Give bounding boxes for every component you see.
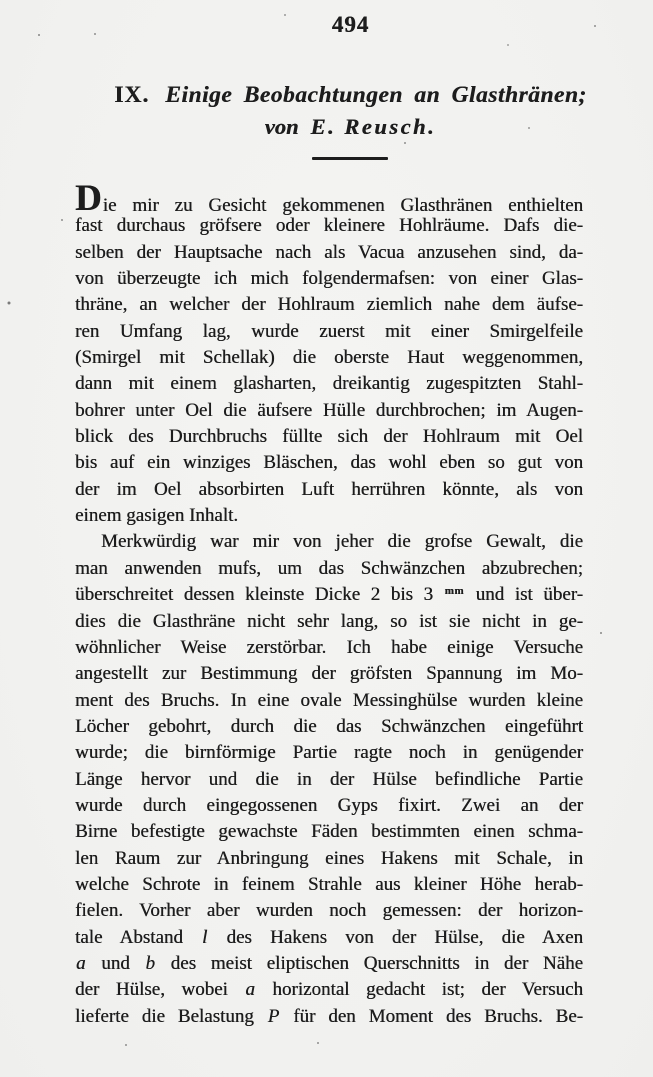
scan-speckles [0, 0, 2, 2]
article-number: IX. [114, 82, 150, 108]
text-line: ren Umfang lag, wurde zuerst mit einer Smirgelfeile [75, 320, 583, 342]
text-line: ment des Bruchs. In eine ovale Messinghülse wurden kleine [75, 689, 583, 711]
byline [24, 112, 653, 142]
text-line: fast durchaus gröfsere oder kleinere Hohlräume. Dafs die- [75, 215, 583, 237]
article-title-text: Einige Beobachtungen an Glasthränen; [165, 82, 587, 108]
text-line: dann mit einem glasharten, dreikantig zugespitzten Stahl- [75, 373, 583, 395]
math-variable: l [202, 926, 208, 948]
text-line: (Smirgel mit Schellak) die oberste Haut weggenommen, [75, 347, 583, 369]
text-line: einem gasigen Inhalt. [75, 505, 239, 527]
text-line: tale Abstand l des Hakens von der Hülse, die Axen [75, 926, 583, 948]
text-line: dies die Glasthräne nicht sehr lang, so ist sie nicht in ge- [75, 610, 583, 632]
text-line: blick des Durchbruchs füllte sich der Hohlraum mit Oel [75, 426, 583, 448]
text-line: Länge hervor und die in der Hülse befindliche Partie [75, 768, 583, 790]
byline-author: E. Reusch. [310, 114, 437, 139]
text-line: der im Oel absorbirten Luft herrühren könnte, als von [75, 478, 583, 500]
math-variable: a [245, 979, 255, 1001]
title-divider-rule [312, 157, 388, 160]
text-line: len Raum zur Anbringung eines Hakens mit Schale, in [75, 847, 583, 869]
byline-von: von [264, 114, 299, 139]
article-title-line [24, 80, 653, 110]
text-line: Die mir zu Gesicht gekommenen Glasthränen enthielten [75, 178, 583, 219]
text-line: Merkwürdig war mir von jeher die grofse Gewalt, die [101, 531, 583, 553]
page-body [75, 178, 583, 1030]
math-variable: b [145, 952, 155, 974]
text-line: welche Schrote in feinem Strahle aus kleiner Höhe herab- [75, 873, 583, 895]
superscript-unit: mm [444, 585, 464, 598]
text-line: wurde durch eingegossenen Gyps fixirt. Zwei an der [75, 794, 583, 816]
math-variable: a [76, 952, 86, 974]
page-number: 494 [331, 12, 370, 37]
text-line: selben der Hauptsache nach als Vacua anzusehen sind, da- [75, 241, 583, 263]
text-line: der Hülse, wobei a horizontal gedacht ist; der Versuch [75, 979, 583, 1001]
text-line: fielen. Vorher aber wurden noch gemessen: der horizon- [75, 900, 583, 922]
text-line: man anwenden mufs, um das Schwänzchen abzubrechen; [75, 557, 583, 579]
drop-cap: D [75, 178, 102, 219]
text-line: angestellt zur Bestimmung der gröfsten Spannung im Mo- [75, 663, 583, 685]
text-line: von überzeugte ich mich folgendermafsen: von einer Glas- [75, 268, 583, 290]
text-line: wöhnlicher Weise zerstörbar. Ich habe einige Versuche [75, 636, 583, 658]
text-line: überschreitet dessen kleinste Dicke 2 bis 3 $^{mm}$ und ist über- [75, 584, 583, 606]
text-line: bohrer unter Oel die äufsere Hülle durchbrochen; im Augen- [75, 399, 583, 421]
text-line: Löcher gebohrt, durch die das Schwänzchen eingeführt [75, 715, 583, 737]
text-line: Birne befestigte gewachste Fäden bestimmten einen schma- [75, 821, 583, 843]
text-line: thräne, an welcher der Hohlraum ziemlich nahe dem äufse- [75, 294, 583, 316]
text-line: lieferte die Belastung P für den Moment des Bruchs. Be- [75, 1005, 583, 1027]
text-line: a und b des meist eliptischen Querschnitts in der Nähe [76, 952, 583, 974]
text-line: wurde; die birnförmige Partie ragte noch in genügender [75, 742, 583, 764]
article-heading [24, 80, 653, 142]
text-line: bis auf ein winziges Bläschen, das wohl eben so gut von [75, 452, 583, 474]
math-variable: P [267, 1005, 280, 1027]
